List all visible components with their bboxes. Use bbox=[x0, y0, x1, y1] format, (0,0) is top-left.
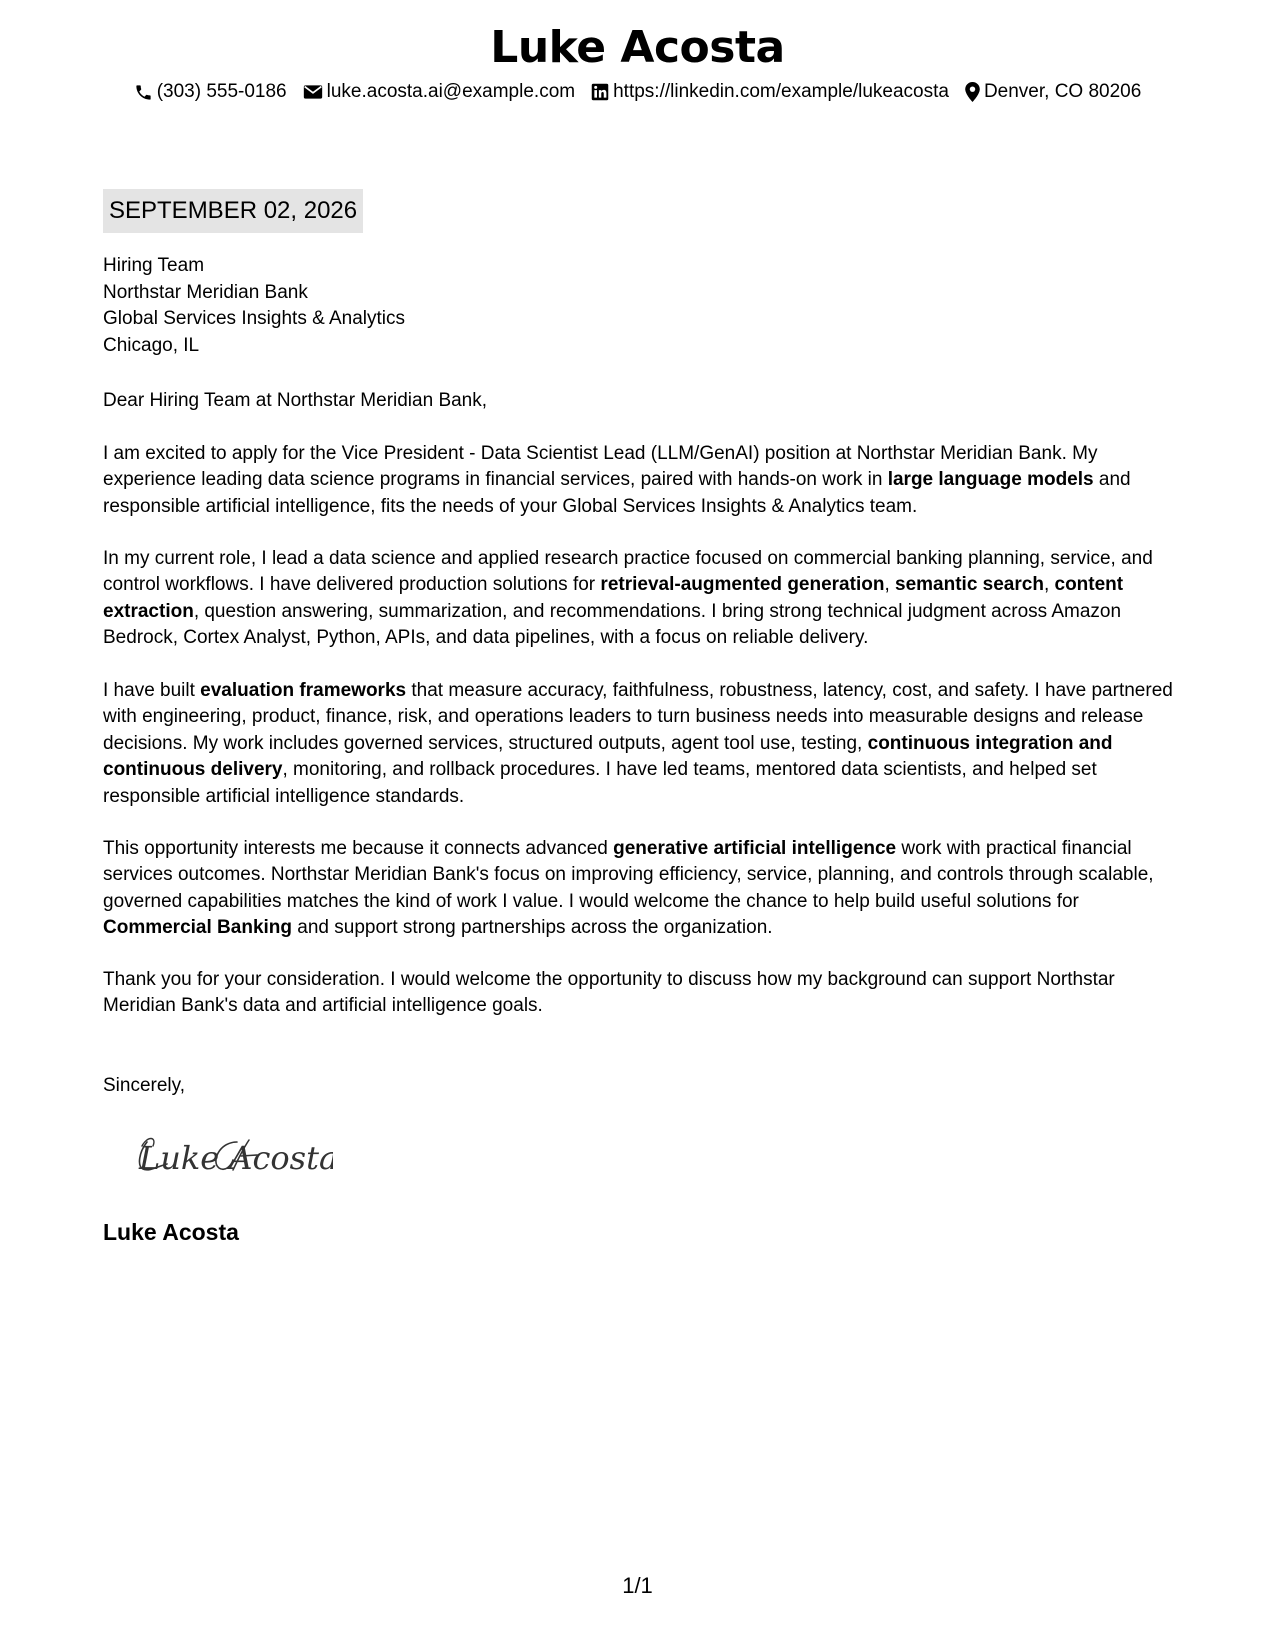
letter-paragraph bbox=[103, 967, 1183, 1020]
emphasis-text: retrieval-augmented generation bbox=[600, 574, 885, 596]
letter-paragraph bbox=[103, 441, 1183, 520]
paragraph-text: work with practical financial services outcomes. Northstar Meridian Bank's focus on improving efficiency, service, planning, and controls through scalable, governed capabilities matches the kind of work I value. I would welcome the chance to help build useful solutions for bbox=[103, 838, 1154, 912]
paragraph-text: Thank you for your consideration. I would welcome the opportunity to discuss how my background can support Northstar Meridian Bank's data and artificial intelligence goals. bbox=[103, 969, 1115, 1017]
paragraph-text: I am excited to apply for the Vice President - Data Scientist Lead (LLM/GenAI) position at Northstar Meridian Bank. My experience leading data science programs in financial services, paired with hands-on work in bbox=[103, 443, 1098, 491]
paragraph-text: , monitoring, and rollback procedures. I have led teams, mentored data scientists, and helped set responsible artificial intelligence standards. bbox=[103, 759, 1097, 807]
contact-location bbox=[965, 79, 1141, 105]
phone-number: (303) 555-0186 bbox=[156, 81, 287, 102]
contact-linkedin[interactable] bbox=[591, 79, 949, 105]
contact-phone bbox=[134, 79, 287, 105]
linkedin-url[interactable]: https://linkedin.com/example/lukeacosta bbox=[613, 81, 949, 102]
emphasis-text: semantic search bbox=[895, 574, 1044, 596]
recipient-line: Northstar Meridian Bank bbox=[103, 281, 308, 303]
emphasis-text: large language models bbox=[887, 469, 1094, 491]
emphasis-text: evaluation frameworks bbox=[200, 680, 407, 701]
map-pin-icon bbox=[965, 82, 984, 102]
signature-script-text: Luke Acosta bbox=[139, 1139, 333, 1177]
letter-paragraph bbox=[103, 546, 1183, 652]
paragraph-text: This opportunity interests me because it connects advanced bbox=[103, 838, 614, 859]
handwritten-signature bbox=[133, 1128, 333, 1188]
paragraph-text: and responsible artificial intelligence, fits the needs of your Global Services Insights & Analytics team. bbox=[103, 469, 1131, 517]
email-address[interactable]: luke.acosta.ai@example.com bbox=[326, 81, 576, 102]
paragraph-text: In my current role, I lead a data science and applied research practice focused on commercial banking planning, service, and control workflows. I have delivered production solutions for bbox=[103, 548, 1153, 596]
contact-email[interactable] bbox=[303, 79, 575, 105]
recipient-line: Chicago, IL bbox=[103, 334, 200, 356]
paragraph-text: , question answering, summarization, and recommendations. I bring strong technical judgment across Amazon Bedrock, Cortex Analyst, Python, APIs, and data pipelines, with a focus on reliable delivery. bbox=[103, 600, 1122, 649]
paragraph-text: that measure accuracy, faithfulness, robustness, latency, cost, and safety. I have partnered with engineering, product, finance, risk, and operations leaders to turn business needs into measurable designs and release decisions. My work includes governed services, structured outputs, agent tool use, testing, bbox=[103, 680, 1173, 754]
recipient-line: Global Services Insights & Analytics bbox=[103, 308, 406, 329]
emphasis-text: continuous integration and continuous delivery bbox=[103, 732, 1113, 781]
letter-date: SEPTEMBER 02, 2026 bbox=[103, 189, 363, 233]
paragraph-text: , bbox=[884, 574, 896, 596]
recipient-line: Hiring Team bbox=[103, 255, 205, 276]
emphasis-text: generative artificial intelligence bbox=[613, 838, 897, 859]
page-number: 1/1 bbox=[622, 1573, 653, 1598]
paragraph-text: , bbox=[1043, 574, 1055, 596]
closing: Sincerely, bbox=[103, 1075, 186, 1096]
envelope-icon bbox=[303, 84, 327, 100]
phone-icon bbox=[134, 83, 157, 102]
contact-bar bbox=[0, 79, 1275, 105]
recipient-address bbox=[103, 253, 405, 359]
signed-name: Luke Acosta bbox=[103, 1219, 239, 1245]
applicant-name: Luke Acosta bbox=[490, 22, 785, 73]
letter-paragraph bbox=[103, 678, 1183, 810]
letter-paragraph bbox=[103, 836, 1183, 942]
emphasis-text: content extraction bbox=[103, 574, 1124, 622]
salutation: Dear Hiring Team at Northstar Meridian Bank, bbox=[103, 390, 488, 411]
emphasis-text: Commercial Banking bbox=[103, 917, 292, 939]
paragraph-text: I have built bbox=[103, 680, 201, 701]
paragraph-text: and support strong partnerships across the organization. bbox=[292, 917, 773, 939]
linkedin-icon bbox=[591, 83, 613, 101]
location-text: Denver, CO 80206 bbox=[983, 81, 1142, 102]
